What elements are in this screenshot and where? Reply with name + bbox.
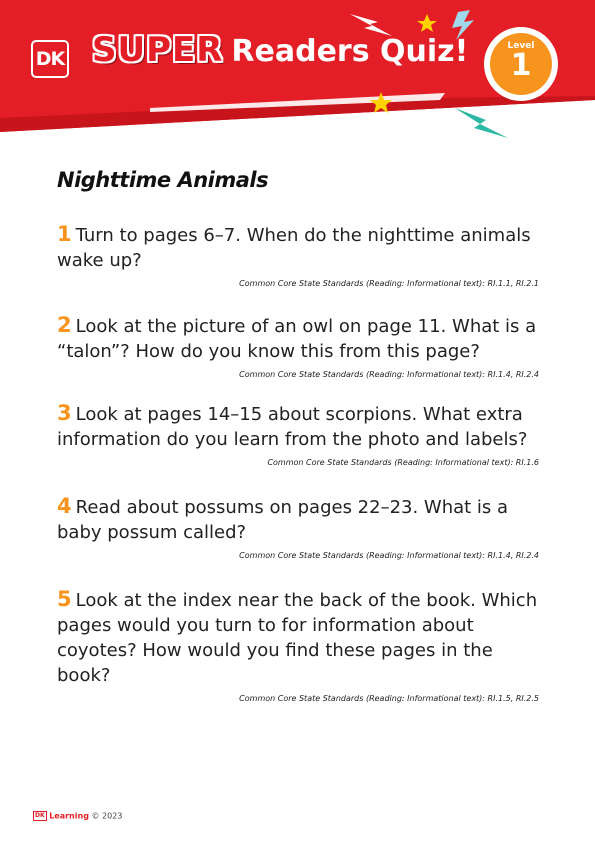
question-text: Read about possums on pages 22–23. What is a baby possum called?	[57, 497, 509, 543]
question-number: 1	[57, 222, 72, 246]
standards-reference: Common Core State Standards (Reading: Informational text): RI.1.4, RI.2.4	[239, 551, 539, 560]
level-badge	[484, 27, 558, 101]
question-item	[57, 313, 547, 379]
section-title: Nighttime Animals	[57, 168, 269, 192]
footer	[33, 811, 122, 821]
footer-dk-logo: DK	[35, 812, 45, 819]
question-item	[57, 401, 547, 467]
level-number: 1	[510, 48, 532, 83]
level-badge-inner	[490, 33, 552, 95]
standards-reference: Common Core State Standards (Reading: Informational text): RI.1.1, RI.2.1	[239, 279, 539, 288]
standards-reference: Common Core State Standards (Reading: Informational text): RI.1.5, RI.2.5	[239, 694, 539, 703]
question-text: Look at the picture of an owl on page 11. What is a “talon”? How do you know this from this page?	[57, 316, 537, 362]
question-text-block	[57, 494, 547, 545]
question-item	[57, 494, 547, 560]
question-text-block	[57, 587, 547, 688]
question-number: 5	[57, 587, 72, 611]
footer-brand: Learning	[49, 811, 89, 821]
question-number: 3	[57, 401, 72, 425]
question-text: Look at the index near the back of the book. Which pages would you turn to for information about coyotes? How would you find these pages in the book?	[57, 590, 538, 686]
footer-copyright: © 2023	[91, 811, 123, 821]
question-item	[57, 222, 547, 288]
question-text: Look at pages 14–15 about scorpions. What extra information do you learn from the photo and labels?	[57, 404, 528, 450]
level-label: Level	[507, 41, 535, 51]
question-text: Turn to pages 6–7. When do the nighttime animals wake up?	[57, 225, 531, 271]
question-text-block	[57, 222, 547, 273]
quiz-title	[92, 30, 468, 70]
question-number: 4	[57, 494, 72, 518]
standards-reference: Common Core State Standards (Reading: Informational text): RI.1.4, RI.2.4	[239, 370, 539, 379]
lightning-bolt-icon	[455, 108, 508, 138]
standards-reference: Common Core State Standards (Reading: Informational text): RI.1.6	[267, 458, 539, 467]
question-text-block	[57, 401, 547, 452]
question-number: 2	[57, 313, 72, 337]
question-text-block	[57, 313, 547, 364]
title-super: SUPER	[92, 30, 224, 70]
header-banner	[0, 0, 595, 160]
title-readers-quiz: Readers Quiz!	[231, 34, 469, 69]
question-item	[57, 587, 547, 703]
dk-logo: DK	[31, 40, 69, 78]
